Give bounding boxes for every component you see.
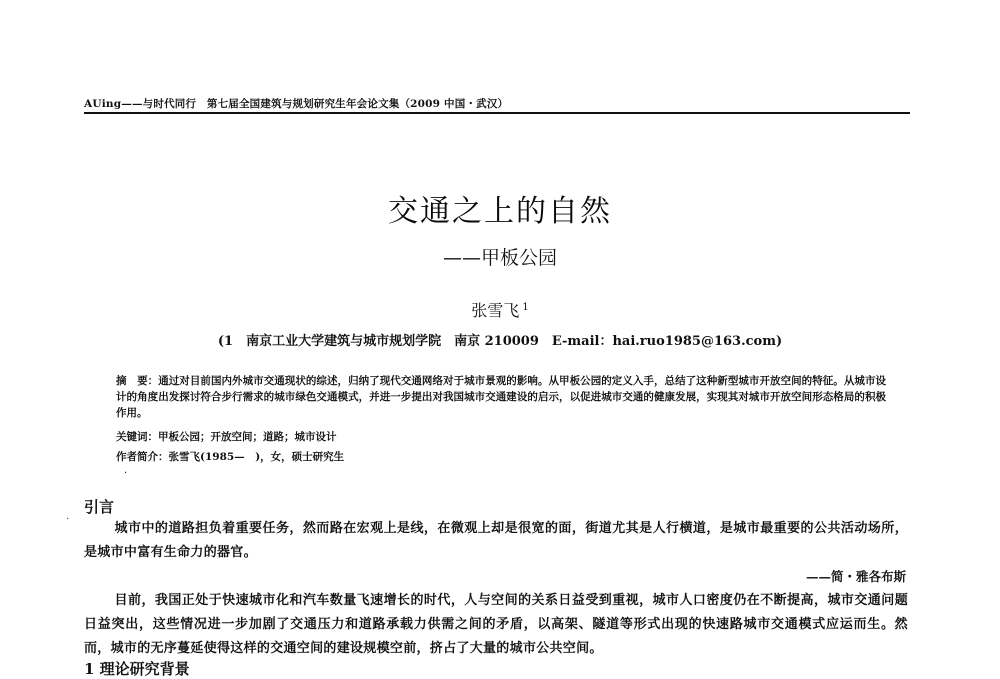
intro-quote: 城市中的道路担负着重要任务，然而路在宏观上是线，在微观上却是很宽的面，街道尤其是人行横道，是城市最重要的公共活动场所，是城市中富有生命力的器官。 bbox=[84, 521, 908, 560]
section-1-heading: 1 理论研究背景 bbox=[84, 660, 190, 678]
keywords-label: 关键词： bbox=[116, 431, 158, 443]
abstract-text: 通过对目前国内外城市交通现状的综述，归纳了现代交通网络对于城市景观的影响。从甲板公园的定义入手，总结了这种新型城市开放空间的特征。从城市设计的角度出发探讨符合步行需求的城市绿色交通模式，并进一步提出对我国城市交通建设的启示，以促进城市交通的健康发展，实现其对城市开放空间形态格局的积极作用。 bbox=[116, 375, 887, 419]
abstract-label: 摘 要： bbox=[116, 375, 159, 387]
paper-subtitle: ——甲板公园 bbox=[442, 247, 557, 269]
intro-paragraph: 目前，我国正处于快速城市化和汽车数量飞速增长的时代，人与空间的关系日益受到重视，城市人口密度仍在不断提高，城市交通问题日益突出，这些情况进一步加剧了交通压力和道路承载力供需之间的矛盾，以高架、隧道等形式出现的快速路城市交通模式应运而生。然而，城市的无序蔓延使得这样的交通空间的建设规模空前，挤占了大量的城市公共空间。 bbox=[84, 593, 908, 656]
keywords-line bbox=[116, 429, 886, 445]
abstract-block bbox=[116, 373, 886, 421]
author-bio-line bbox=[116, 449, 886, 465]
intro-heading: 引言 bbox=[84, 498, 115, 516]
running-header: AUing——与时代同行 第七届全国建筑与规划研究生年会论文集（2009 中国・武汉） bbox=[84, 98, 509, 110]
margin-mark: · bbox=[66, 514, 70, 525]
header-rule bbox=[84, 112, 910, 114]
keywords-text: 甲板公园；开放空间；道路；城市设计 bbox=[158, 431, 337, 443]
scan-dot: · bbox=[124, 468, 128, 479]
author-affiliation: (1 南京工业大学建筑与城市规划学院 南京 210009 E-mail：hai.ruo1985@163.com) bbox=[217, 334, 783, 349]
author-name: 张雪飞 bbox=[471, 301, 520, 320]
author-bio-text: 张雪飞(1985— )，女，硕士研究生 bbox=[168, 451, 345, 463]
paper-title: 交通之上的自然 bbox=[388, 194, 612, 229]
quote-attribution: ——简・雅各布斯 bbox=[805, 569, 906, 584]
author-line bbox=[0, 298, 1000, 321]
author-bio-label: 作者简介： bbox=[116, 451, 169, 463]
author-superscript: 1 bbox=[522, 301, 529, 313]
